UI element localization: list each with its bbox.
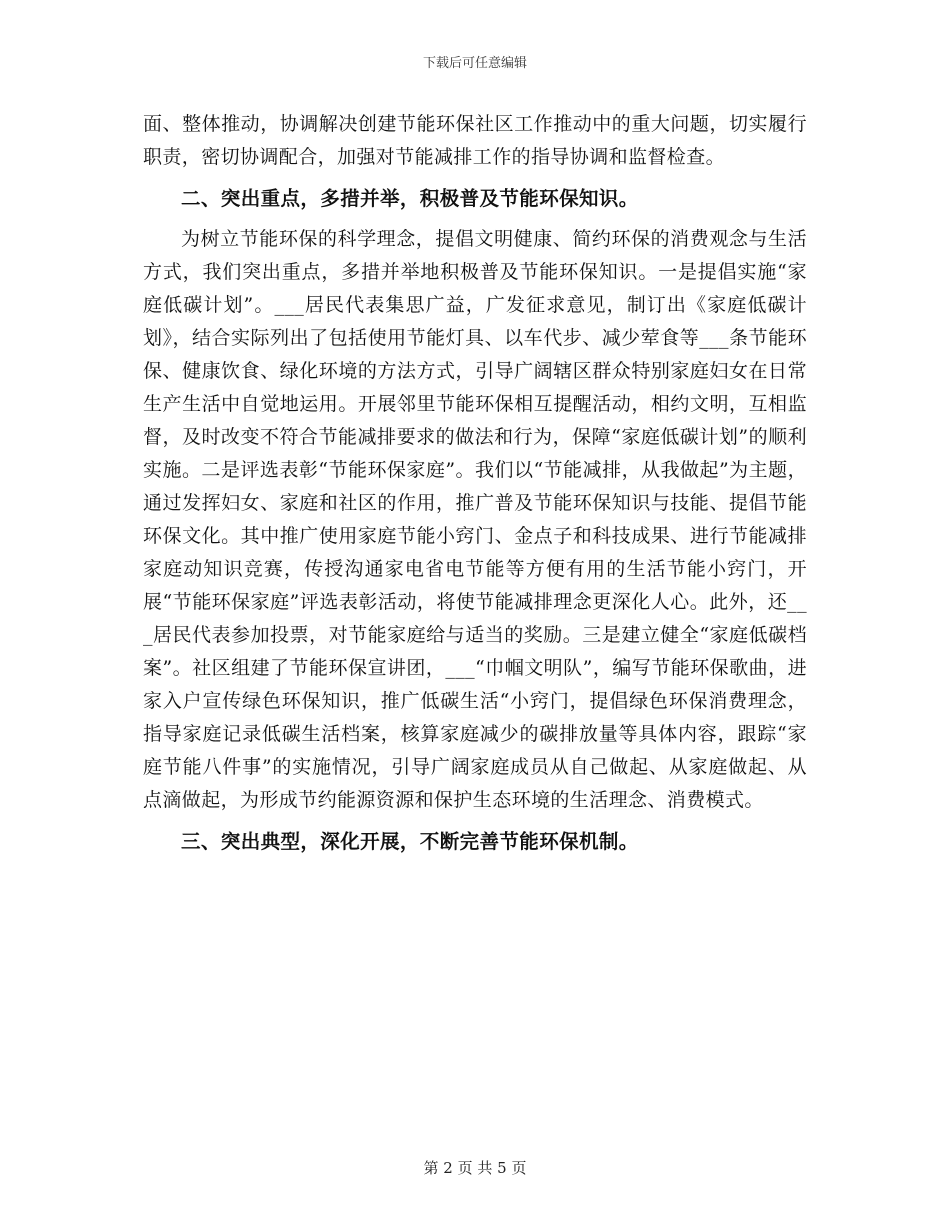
page-header: 下载后可任意编辑 [422,56,527,71]
paragraph-continued: 面、整体推动，协调解决创建节能环保社区工作推动中的重大问题，切实履行职责，密切协调配合，加强对节能减排工作的指导协调和监督检查。 [143,113,807,168]
page-footer: 第 2 页 共 5 页 [423,1159,527,1177]
document-body [143,108,807,866]
section-heading-3: 三、突出典型，深化开展，不断完善节能环保机制。 [181,830,639,853]
paragraph-section-2: 为树立节能环保的科学理念，提倡文明健康、简约环保的消费观念与生活方式，我们突出重点，多措并举地积极普及节能环保知识。一是提倡实施“家庭低碳计划”。___居民代表集思广益，广发征求意见，制订出《家庭低碳计划》，结合实际列出了包括使用节能灯具、以车代步、减少荤食等___条节能环保、健康饮食、绿化环境的方法方式，引导广阔辖区群众特别家庭妇女在日常生产生活中自觉地运用。开展邻里节能环保相互提醒活动，相约文明，互相监督，及时改变不符合节能减排要求的做法和行为，保障“家庭低碳计划”的顺利实施。二是评选表彰“节能环保家庭”。我们以“节能减排，从我做起”为主题，通过发挥妇女、家庭和社区的作用，推广普及节能环保知识与技能、提倡节能环保文化。其中推广使用家庭节能小窍门、金点子和科技成果、进行节能减排家庭动知识竞赛，传授沟通家电省电节能等方便有用的生活节能小窍门，开展“节能环保家庭”评选表彰活动，将使节能减排理念更深化人心。此外，还___居民代表参加投票，对节能家庭给与适当的奖励。三是建立健全“家庭低碳档案”。社区组建了节能环保宣讲团，___“巾帼文明队”，编写节能环保歌曲，进家入户宣传绿色环保知识，推广低碳生活“小窍门，提倡绿色环保消费理念，指导家庭记录低碳生活档案，核算家庭减少的碳排放量等具体内容，跟踪“家庭节能八件事”的实施情况，引导广阔家庭成员从自己做起、从家庭做起、从点滴做起，为形成节约能源资源和保护生态环境的生活理念、消费模式。 [143,228,807,811]
section-heading-2: 二、突出重点，多措并举，积极普及节能环保知识。 [181,187,639,210]
